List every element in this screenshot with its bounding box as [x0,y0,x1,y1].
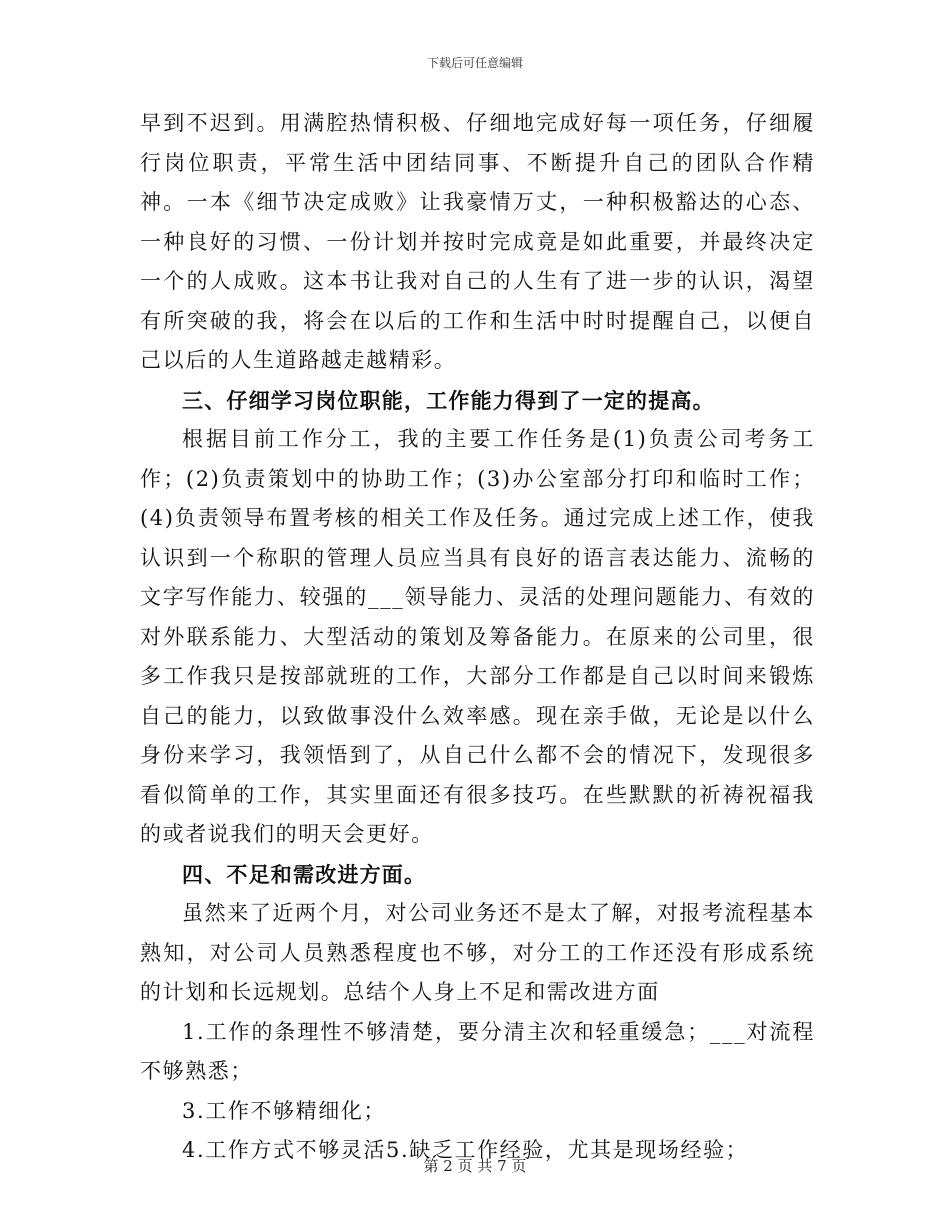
list-item-4: 4.工作方式不够灵活5.缺乏工作经验，尤其是现场经验； [182,1138,749,1162]
paragraph-shortcomings: 虽然来了近两个月，对公司业务还不是太了解，对报考流程基本熟知，对公司人员熟悉程度也不够，对分工的工作还没有形成系统的计划和长远规划。总结个人身上不足和需改进方面 [140,901,815,1004]
paragraph-duties: 根据目前工作分工，我的主要工作任务是(1)负责公司考务工作；(2)负责策划中的协助工作；(3)办公室部分打印和临时工作；(4)负责领导布置考核的相关工作及任务。通过完成上述工作，使我认识到一个称职的管理人员应当具有良好的语言表达能力、流畅的文字写作能力、较强的___领导能力、灵活的处理问题能力、有效的对外联系能力、大型活动的策划及筹备能力。在原来的公司里，很多工作我只是按部就班的工作，大部分工作都是自己以时间来锻炼自己的能力，以致做事没什么效率感。现在亲手做，无论是以什么身份来学习，我领悟到了，从自己什么都不会的情况下，发现很多看似简单的工作，其实里面还有很多技巧。在些默默的祈祷祝福我的或者说我们的明天会更好。 [140,427,815,846]
document-body [140,104,815,1171]
section-heading-4: 四、不足和需改进方面。 [182,861,427,887]
page-header: 下载后可任意编辑 [426,56,523,70]
list-item-1: 1.工作的条理性不够清楚，要分清主次和轻重缓急；___对流程不够熟悉； [140,1019,815,1083]
section-heading-3: 三、仔细学习岗位职能，工作能力得到了一定的提高。 [182,387,715,413]
page-footer: 第 2 页 共 7 页 [423,1157,527,1175]
list-item-3: 3.工作不够精细化； [182,1098,387,1123]
paragraph-dedication: 早到不迟到。用满腔热情积极、仔细地完成好每一项任务，仔细履行岗位职责，平常生活中团结同事、不断提升自己的团队合作精神。一本《细节决定成败》让我豪情万丈，一种积极豁达的心态、一种良好的习惯、一份计划并按时完成竟是如此重要，并最终决定一个的人成败。这本书让我对自己的人生有了进一步的认识，渴望有所突破的我，将会在以后的工作和生活中时时提醒自己，以便自己以后的人生道路越走越精彩。 [140,111,815,372]
